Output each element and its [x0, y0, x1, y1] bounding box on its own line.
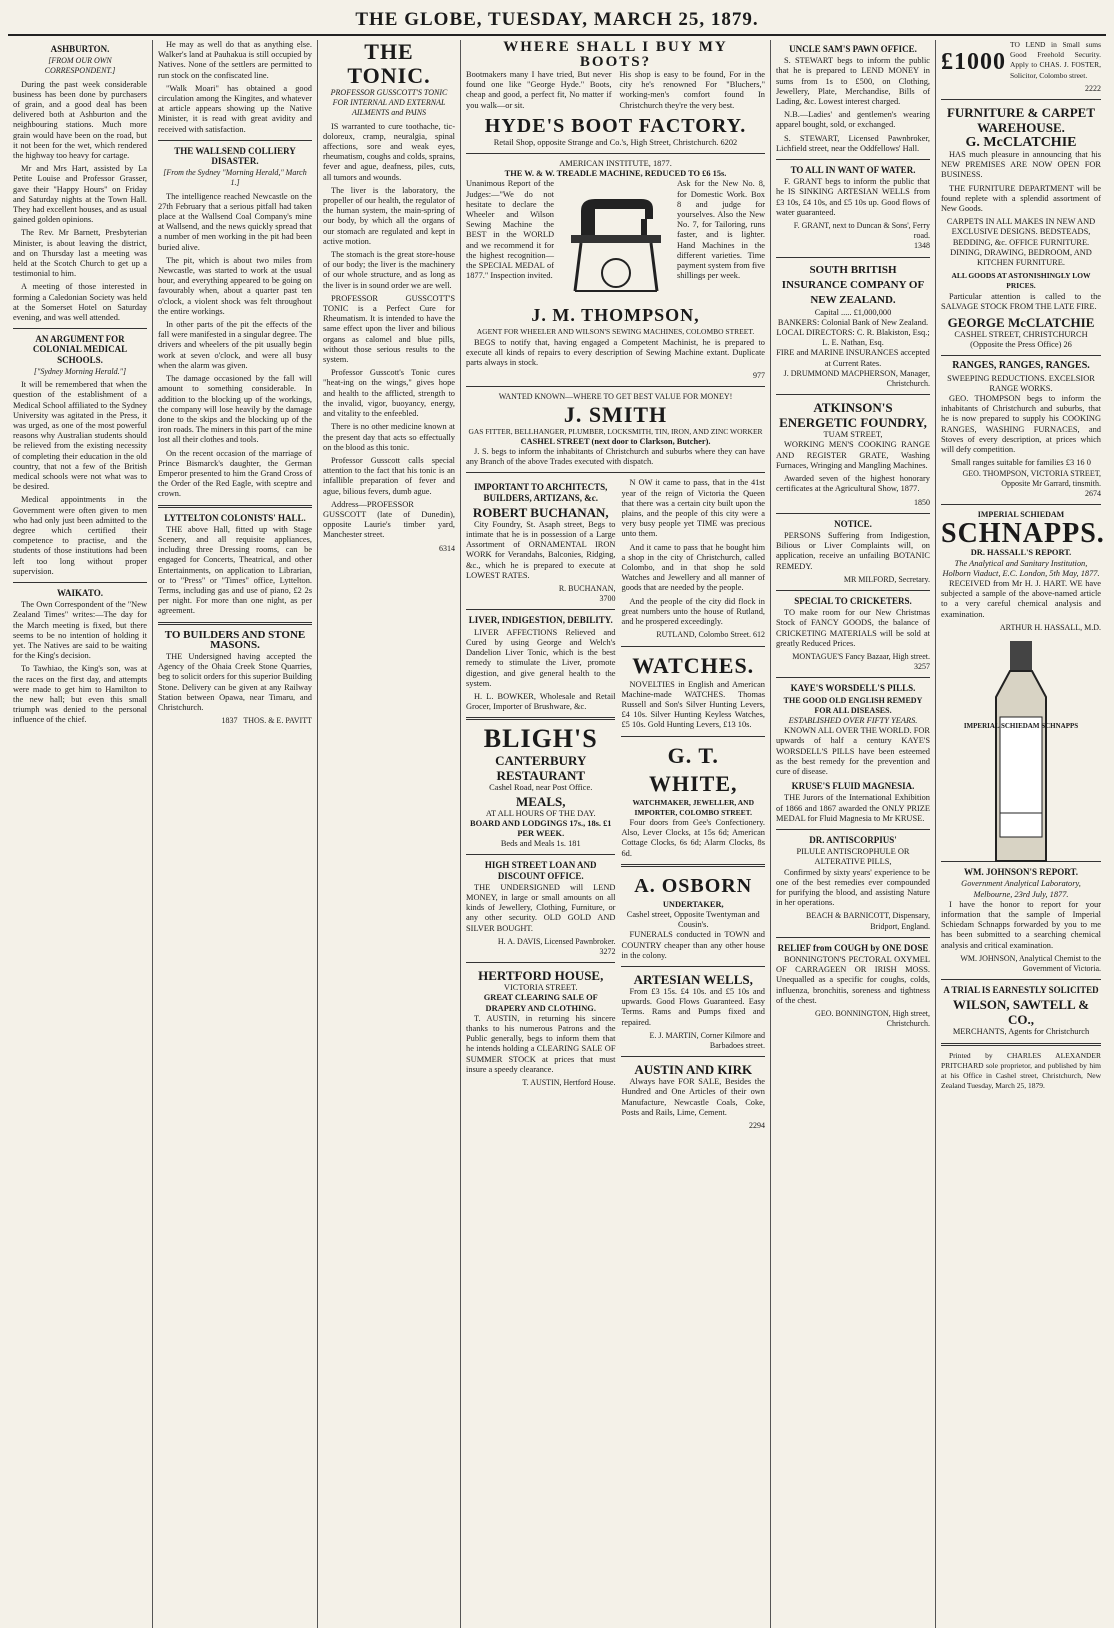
insurance-signature: J. DRUMMOND MACPHERSON, Manager, Christchurch. — [783, 368, 930, 389]
ashburton-byline: [FROM OUR OWN CORRESPONDENT.] — [44, 56, 116, 76]
chronicle-signature — [621, 630, 765, 640]
cricket-paragraph: TO make room for our New Christmas Stock of FANCY GOODS, the balance of CRICKETING MATERIALS will be sold at greatly Reduced Prices. — [776, 608, 930, 648]
cricket-signature — [776, 652, 930, 672]
kruse-heading: KRUSE'S FLUID MAGNESIA. — [791, 781, 915, 792]
column-5 — [771, 40, 936, 1628]
imprint: Printed by CHARLES ALEXANDER PRITCHARD sole proprietor, and published by him at his Office in Cashel street, Christchurch, New Zealand Tuesday, March 25, 1879. — [941, 1050, 1101, 1091]
pills-subheading: PILULE ANTISCROPHULE OR ALTERATIVE PILLS, — [796, 847, 910, 867]
water-paragraph: F. GRANT begs to inform the public that he IS SINKING ARTESIAN WELLS from £3 10s, £4 10s, and £5 10s up. Good flows of water guaranteed. — [776, 177, 930, 217]
tonic-subheading: PROFESSOR GUSSCOTT'S TONIC FOR INTERNAL AND EXTERNAL AILMENTS and PAINS — [330, 88, 448, 118]
divider — [776, 513, 930, 514]
smith-tagline: WANTED KNOWN—WHERE TO GET BEST VALUE FOR MONEY! — [498, 392, 733, 402]
tonic-address: Address—PROFESSOR GUSSCOTT (late of Dunedin), opposite Laurie's timber yard, Manchester street. — [323, 499, 455, 540]
blighs-heading: BLIGH'S — [483, 724, 598, 754]
divider — [621, 646, 765, 647]
johnson-signature: WM. JOHNSON, Analytical Chemist to the Government of Victoria. — [960, 953, 1101, 973]
machine-ad — [466, 179, 765, 303]
ad-number: 3257 — [914, 662, 930, 672]
ashburton-paragraph: During the past week considerable business has been done by purchasers of grain, and a good deal has been delivered both at Ashburton and the neighbouring stations. Much more grain would have been on the road, but it not been for the wet, which rendered the highway too heavy for cartage. — [13, 79, 147, 161]
ad-number: 3272 — [599, 946, 616, 956]
divider — [941, 1043, 1101, 1046]
column-6 — [936, 40, 1106, 1628]
medical-paragraph: It will be remembered that when the question of the establishment of a Medical School affiliated to the Sydney University was agitated in the Press, it was urged, as one of the most powerful reasons why Australian students should be relieved from the existing necessity of completing their education in the old country, that not a few of the British medical schools were not what was to be desired. — [13, 380, 147, 492]
watches-heading: WATCHES. — [632, 652, 755, 678]
divider — [621, 966, 765, 967]
osborn-heading: A. OSBORN — [634, 874, 753, 897]
colliery-paragraph: The intelligence reached Newcastle on the 27th February that a serious pitfall had taken place at the Wallsend Coal Company's mine at Wallsend, and the news quickly spread that a number of men working in the pit had been buried alive. — [158, 191, 312, 252]
ranges-signature: GEO. THOMPSON, VICTORIA STREET, Opposite Mr Garrard, tinsmith. — [962, 468, 1101, 488]
loan-heading: HIGH STREET LOAN AND DISCOUNT OFFICE. — [484, 860, 597, 881]
white-heading: G. T. WHITE, — [648, 742, 738, 796]
machine-heading: THE W. & W. TREADLE MACHINE, REDUCED TO £6 15s. — [504, 169, 727, 179]
mcclatchie-heading: G. McCLATCHIE — [965, 135, 1077, 151]
divider — [158, 140, 312, 141]
boots-heading: WHERE SHALL I BUY MY BOOTS? — [503, 40, 728, 70]
divider — [13, 582, 147, 583]
machine-left-text: Unanimous Report of the Judges:—"We do not hesitate to declare the Wheeler and Wilson Sewing Machine the BEST in the WORLD and we recommend it for the highest recognition—the SPECIAL MEDAL of 1877." Inspection invited. — [466, 179, 554, 281]
hertford-signature: T. AUSTIN, Hertford House. — [522, 1077, 616, 1087]
buchanan-paragraph: City Foundry, St. Asaph street, Begs to intimate that he is in possession of a Large Assortment of ORNAMENTAL IRON WORK for Verandahs, Balconies, Ridging, &c., which he is prepared to execute at LOWEST RATES. — [466, 519, 616, 580]
lyttelton-heading: LYTTELTON COLONISTS' HALL. — [164, 512, 306, 523]
thompson-subheading: AGENT FOR WHEELER AND WILSON'S SEWING MACHINES, COLOMBO STREET. — [476, 327, 755, 337]
divider — [158, 505, 312, 508]
osborn-paragraph: FUNERALS conducted in TOWN and COUNTRY cheaper than any other house in the colony. — [621, 930, 765, 960]
divider — [466, 717, 615, 720]
mcclatchie-paragraph: THE FURNITURE DEPARTMENT will be found replete with a splendid assortment of New Goods. — [941, 183, 1101, 214]
colliery-paragraph: In other parts of the pit the effects of the fall were manifested in a singular degree. The drivers and wheelers of the pit usually begin work at seven o'clock, and were all busy when the alarm was given. — [158, 320, 312, 370]
divider — [13, 328, 147, 329]
architects-heading: IMPORTANT TO ARCHITECTS, BUILDERS, ARTIZANS, &c. — [474, 482, 608, 503]
atkinson-paragraph: Awarded seven of the highest honorary certificates at the Agricultural Show, 1877. — [776, 474, 930, 494]
insurance-directors: LOCAL DIRECTORS: C. R. Blakiston, Esq.; L. E. Nathan, Esq. — [776, 328, 930, 348]
tonic-paragraph: Professor Gusscott calls special attention to the fact that his tonic is an infallible preparation of fever and ague, bilious fevers, dumb ague. — [323, 455, 455, 496]
ad-number: 2222 — [1085, 83, 1101, 93]
divider — [466, 153, 765, 154]
thompson-heading: J. M. THOMPSON, — [531, 305, 700, 326]
divider — [941, 99, 1101, 100]
tonic-paragraph: IS warranted to cure toothache, tic-doloreux, cramp, neuralgia, spinal affections, sore and weak eyes, rheumatism, coughs and colds, sprains, fever and ague, deafness, piles, cuts, all tumors and wounds. — [323, 121, 455, 182]
divider — [466, 962, 615, 963]
smith-paragraph: J. S. begs to inform the inhabitants of Christchurch and suburbs where they can have any Branch of the above Trades executed with dispatch. — [466, 447, 765, 467]
mcclatchie-signature: GEORGE McCLATCHIE — [947, 315, 1095, 331]
mcclatchie-sale: ALL GOODS AT ASTONISHINGLY LOW PRICES. — [951, 271, 1091, 291]
hertford-street: VICTORIA STREET. — [503, 983, 578, 993]
money-ad — [941, 40, 1101, 84]
schnapps-preheading: IMPERIAL SCHIEDAM — [977, 510, 1065, 520]
money-amount: £1000 — [941, 48, 1006, 75]
hertford-heading: HERTFORD HOUSE, — [478, 968, 604, 984]
institute-heading: AMERICAN INSTITUTE, 1877. — [559, 159, 672, 169]
thompson-paragraph: BEGS to notify that, having engaged a Competent Machinist, he is prepared to execute all kinds of repairs to every description of Sewing Machine extant. Duplicate parts always in stock. — [466, 337, 765, 368]
ashburton-paragraph: Mr and Mrs Hart, assisted by La Petite Louise and Professor Grasser, gave their "Happy Hours" on Friday and Saturday nights at the Town Hall. They had excellent houses, and as usual gained golden opinions. — [13, 164, 147, 225]
divider — [776, 257, 930, 258]
loan-paragraph: THE UNDERSIGNED will LEND MONEY, in large or small amounts on all kinds of Jewellery, Clothing, Furniture, or any other security. OLD GOLD AND SILVER BOUGHT. — [466, 882, 616, 933]
notice-paragraph: PERSONS Suffering from Indigestion, Bilious or Liver Complaints will, on application, receive an unfailing BOTANIC REMEDY. — [776, 530, 930, 571]
chronicle-signer: RUTLAND, Colombo Street. — [656, 630, 751, 640]
hertford-sale: GREAT CLEARING SALE OF DRAPERY AND CLOTHING. — [483, 993, 598, 1013]
liver-paragraph: LIVER AFFECTIONS Relieved and Cured by using George and Welch's Dandelion Liver Tonic, which is the best remedy to stimulate the Liver, promote digestion, and give general health to the system. — [466, 627, 616, 688]
divider — [466, 386, 765, 387]
osborn-subheading: UNDERTAKER, — [662, 899, 724, 909]
ad-number: 1850 — [914, 497, 930, 507]
divider — [776, 394, 930, 395]
ranges-subheading: SWEEPING REDUCTIONS. EXCELSIOR RANGE WORKS. — [947, 373, 1095, 393]
schnapps-bottle-illustration — [966, 637, 1076, 867]
tonic-paragraph: The liver is the laboratory, the propeller of our health, the regulator of the human system, the main-spring of our body, by which all the organs of our stomach are regulated and kept in active motion. — [323, 185, 455, 246]
ranges-prices: Small ranges suitable for families £3 16 0 — [951, 458, 1091, 468]
schnapps-paragraph: RECEIVED from Mr H. J. HART. WE have subjected a sample of the above-named article to a very careful chemical analysis and examination. — [941, 578, 1101, 619]
ad-number: 26 — [1063, 340, 1072, 350]
boots-poem-left: Bootmakers many I have tried, But never found one like "George Hyde." Boots, cheap and good, a perfect fit, No matter if you walk—or sit. — [466, 70, 612, 110]
column-1 — [8, 40, 153, 1628]
divider — [466, 854, 615, 855]
ashburton-paragraph: The Rev. Mr Barnett, Presbyterian Minister, is about leaving the district, and on Thursday last a meeting was held at the Scotch Church to get up a testimonial to him. — [13, 228, 147, 279]
tonic-paragraph: There is no other medicine known at the present day that acts so effectually on the blood as this tonic. — [323, 422, 455, 452]
divider — [776, 677, 930, 678]
medical-paragraph: Medical appointments in the Government were often given to men who had only just been admitted to the degree which certified their competence to practise, and the students of those institutions had been left too long without proper supervision. — [13, 495, 147, 576]
kruse-paragraph: THE Jurors of the International Exhibition of 1866 and 1867 awarded the ONLY PRIZE MEDAL for Fluid Magnesia to Mr KRUSE. — [776, 793, 930, 823]
notice-signature: MR MILFORD, Secretary. — [843, 574, 930, 584]
blighs-beds-text: Beds and Meals 1s. — [500, 839, 566, 849]
blighs-board: BOARD AND LODGINGS 17s., 18s. £1 PER WEEK. — [470, 818, 612, 838]
johnson-heading: WM. JOHNSON'S REPORT. — [963, 867, 1079, 878]
tonic-paragraph: Professor Gusscott's Tonic cures "heat-ing on the wings," gives hope and health to the afflicted, strength to the invalid, vigor, buoyancy, energy, and vitality to the enfeebled. — [323, 368, 455, 419]
kaye-paragraph: KNOWN ALL OVER THE WORLD. FOR upwards of half a century KAYE'S WORSDELL'S PILLS have been esteemed as the best remedy for the prevention and cure of disease. — [776, 726, 930, 776]
divider — [466, 472, 765, 473]
waikato-paragraph: The Own Correspondent of the "New Zealand Times" writes:—The day for the March meeting is fixed, but there seems to be no intention of holding it yet. The Natives are said to be waiting for the King's decision. — [13, 600, 147, 661]
divider — [941, 504, 1101, 505]
pills-signature: BEACH & BARNICOTT, Dispensary, Bridport, England. — [806, 911, 930, 931]
ad-number: 1837 — [221, 716, 238, 726]
pawn-signature: S. STEWART, Licensed Pawnbroker, Lichfield street, near the Oddfellows' Hall. — [776, 133, 930, 153]
chronicle-paragraph: And the people of the city did flock in great numbers unto the house of Rutland, and he prospered exceedingly. — [621, 596, 765, 627]
cricket-heading: SPECIAL TO CRICKETERS. — [794, 595, 912, 606]
ad-number: 6314 — [439, 543, 455, 553]
article-paragraph: He may as well do that as anything else. Walker's land at Pauhakua is still occupied by Natives. None of the settlers are permitted to run stock on the confiscated line. — [158, 40, 312, 80]
ad-number: 2294 — [749, 1120, 765, 1130]
column-4-lower — [466, 478, 765, 1131]
johnson-subheading: Government Analytical Laboratory, Melbourne, 23rd July, 1877. — [961, 879, 1081, 899]
loan-signature: H. A. DAVIS, Licensed Pawnbroker. — [497, 936, 616, 946]
builders-paragraph: THE Undersigned having accepted the Agency of the Ohaia Creek Stone Quarries, beg to solicit orders for this superior Building Stone. Delivery can be given at any Railway Station between Opawa, near Timaru, and Christchurch. — [158, 651, 312, 712]
machine-right-text: Ask for the New No. 8, for Domestic Work. Box 8 and judge for yourselves. Also the New No. 7, for Tailoring, runs faster, and is lighter. Hand Machines in the different varieties. Time payment system from five shillings per week. — [677, 179, 765, 281]
waikato-paragraph: To Tawhiao, the King's son, was at the races on the first day, and attempts were made to get him to Hamilton to the new hall; but even this small triumph was denied to the personal influence of the chief. — [13, 664, 147, 725]
cricket-signer: MONTAGUE'S Fancy Bazaar, High street. — [792, 651, 930, 661]
column-2 — [153, 40, 318, 1628]
atkinson-street: TUAM STREET, — [823, 430, 883, 440]
wells-paragraph: From £3 15s. £4 10s. and £5 10s and upwards. Good Flows Guaranteed. Easy Terms. Rams and Pumps fixed and repaired. — [621, 986, 765, 1027]
ad-number: 612 — [753, 630, 765, 640]
divider — [776, 829, 930, 830]
tonic-paragraph: The stomach is the great store-house of our body; the liver is the machinery of our whole structure, and as long as the liver is in sound order we are well. — [323, 250, 455, 290]
builders-heading: TO BUILDERS AND STONE MASONS. — [164, 628, 306, 651]
colliery-paragraph: The damage occasioned by the fall will amount to something considerable. In addition to the blocking up of the workings, the company will lose heavily by the damage done to the skips and the blocking up of the iron roads. The miners in this part of the mine lost all their clothes and tools. — [158, 374, 312, 445]
divider — [621, 736, 765, 737]
insurance-rates: FIRE and MARINE INSURANCES accepted at Current Rates. — [776, 348, 930, 368]
divider — [776, 937, 930, 938]
boots-poem-right: His shop is easy to be found, For in the city he's renowned For "Bluchers," working-men's comfort found In Christchurch they're the very best. — [619, 70, 765, 110]
atkinson-paragraph: WORKING MEN'S COOKING RANGE AND REGISTER GRATE, Washing Furnaces, Wringing and Mangling Machines. — [776, 440, 930, 470]
column-4-left — [466, 478, 615, 1131]
blighs-meals: MEALS, — [516, 793, 566, 809]
schnapps-report: DR. HASSALL'S REPORT. — [970, 548, 1072, 558]
colliery-paragraph: On the recent occasion of the marriage of Prince Bismarck's daughter, the German Emperor presented to him the Grand Cross of the Order of the Red Eagle, with sceptre and crown. — [158, 448, 312, 499]
osborn-address: Cashel street, Opposite Twentyman and Cousin's. — [626, 909, 760, 930]
chronicle-paragraph: N OW it came to pass, that in the 41st year of the reign of Victoria the Queen that there was a certain city built upon the plains, and the people of this city were a very busy people yet TIME was precious unto them. — [621, 478, 765, 539]
ad-number: 181 — [568, 839, 581, 849]
schnapps-heading: SCHNAPPS. — [941, 518, 1105, 550]
water-heading: TO ALL IN WANT OF WATER. — [790, 165, 916, 176]
white-paragraph: Four doors from Gee's Confectionery. Also, Lever Clocks, at 15s 6d; American Cottage Clocks, 6s 6d; Alarm Clocks, 8s 6d. — [621, 817, 765, 858]
lyttelton-paragraph: THE above Hall, fitted up with Stage Scenery, and all requisite appliances, including three Dressing rooms, can be engaged for Concerts, Theatrical, and other Entertainments, on application to Librarian, or to "Press" or "Times" office, Lyttelton. Terms, including gas and use of piano, £2 2s per night. For more than one night, as per agreement. — [158, 524, 312, 616]
mcclatchie-paragraph: HAS much pleasure in announcing that his NEW PREMISES ARE NOW OPEN FOR BUSINESS. — [941, 150, 1101, 180]
cough-signature: GEO. BONNINGTON, High street, Christchurch. — [815, 1009, 930, 1029]
hertford-paragraph: T. AUSTIN, in returning his sincere thanks to his numerous Patrons and the Public generally, begs to inform them that he intends holding a CLEARING SALE OF SUMMER STOCK at prices that must insure a speedy clearance. — [466, 1013, 616, 1074]
divider — [941, 355, 1101, 356]
wilson-heading: WILSON, SAWTELL & CO., — [952, 997, 1090, 1028]
boots-poem — [466, 70, 765, 114]
salvage-paragraph: Particular attention is called to the SALVAGE STOCK FROM THE LATE FIRE. — [941, 291, 1101, 311]
ashburton-paragraph: A meeting of those interested in forming a Caledonian Society was held at the Somerset Hotel on Saturday evening, and was well attended. — [13, 282, 147, 323]
schnapps-signature: ARTHUR H. HASSALL, M.D. — [999, 622, 1101, 632]
divider — [776, 159, 930, 160]
smith-heading: J. SMITH — [563, 401, 668, 427]
kaye-established: ESTABLISHED OVER FIFTY YEARS. — [788, 715, 918, 725]
atkinson-heading: ATKINSON'S ENERGETIC FOUNDRY, — [779, 400, 927, 431]
white-subheading: WATCHMAKER, JEWELLER, AND IMPORTER, COLOMBO STREET. — [632, 797, 755, 817]
liver-signature: H. L. BOWKER, Wholesale and Retail Grocer, Importer of Brushware, &c. — [466, 691, 616, 712]
kirk-paragraph: Always have FOR SALE, Besides the Hundred and One Articles of their own Manufacture, Newcastle Coals, Coke, Posts and Rails, Lime, Cement. — [621, 1077, 765, 1117]
kaye-subheading: THE GOOD OLD ENGLISH REMEDY FOR ALL DISEASES. — [783, 695, 923, 715]
divider — [466, 609, 615, 610]
ad-number: 977 — [753, 371, 765, 381]
smith-trades: GAS FITTER, BELLHANGER, PLUMBER, LOCKSMITH, TIN, IRON, AND ZINC WORKER — [468, 426, 763, 436]
cough-paragraph: BONNINGTON'S PECTORAL OXYMEL OF CARRAGEEN OR IRISH MOSS. Unequalled as a specific for coughs, colds, influenza, bronchitis, soreness and tightness of the chest. — [776, 955, 930, 1005]
mcclatchie-address-text: CASHEL STREET, CHRISTCHURCH (Opposite the Press Office) — [954, 330, 1088, 350]
wells-signature: E. J. MARTIN, Corner Kilmore and Barbadoes street. — [649, 1030, 765, 1050]
column-4 — [461, 40, 771, 1628]
hyde-address-text: Retail Shop, opposite Strange and Co.'s, High Street, Christchurch. — [493, 137, 719, 147]
pawn-heading: UNCLE SAM'S PAWN OFFICE. — [789, 44, 917, 54]
mcclatchie-address — [941, 330, 1101, 350]
blighs-hours: AT ALL HOURS OF THE DAY. — [485, 808, 596, 818]
pawn-paragraph: N.B.—Ladies' and gentlemen's wearing apparel bought, sold, or exchanged. — [776, 110, 930, 130]
schnapps-lab: The Analytical and Sanitary Institution, Holborn Viaduct, E.C. London, 5th May, 1877. — [942, 558, 1100, 578]
builders-name: THOS. & E. PAVITT — [243, 716, 312, 726]
liver-heading: LIVER, INDIGESTION, DEBILITY. — [468, 615, 613, 626]
chronicle-paragraph: And it came to pass that he bought him a shop in the city of Christchurch, called Colombo, and in that shop he sold Watches and Jewellery and all manner of goods that are needed by the people. — [621, 542, 765, 593]
wells-heading: ARTESIAN WELLS, — [633, 971, 753, 987]
insurance-bankers: BANKERS: Colonial Bank of New Zealand. — [777, 317, 929, 327]
johnson-paragraph: I have the honor to report for your information that the sample of Imperial Schiedam Schnapps forwarded by you to me has been submitted to a searching chemical analysis and critical examination. — [941, 899, 1101, 950]
wilson-subheading: MERCHANTS, Agents for Christchurch — [952, 1027, 1090, 1037]
pawn-paragraph: S. STEWART begs to inform the public that he is prepared to LEND MONEY in sums from 1s to £500, on Clothing, Jewellery, Plate, Merchandise, Bills of Lading, &c. Lowest interest charged. — [776, 56, 930, 107]
column-3 — [318, 40, 461, 1628]
colliery-heading: THE WALLSEND COLLIERY DISASTER. — [174, 145, 296, 167]
divider — [776, 590, 930, 591]
columns — [8, 40, 1106, 1628]
notice-heading: NOTICE. — [834, 518, 872, 529]
masthead: THE GLOBE, TUESDAY, MARCH 25, 1879. — [8, 6, 1106, 36]
furniture-heading: FURNITURE & CARPET WAREHOUSE. — [946, 105, 1096, 136]
blighs-beds — [466, 839, 615, 849]
insurance-capital: Capital ..... £1,000,000 — [814, 307, 892, 317]
buchanan-signature: R. BUCHANAN, — [558, 584, 616, 594]
colliery-source: [From the Sydney "Morning Herald," March 1.] — [163, 168, 307, 188]
insurance-heading: SOUTH BRITISH INSURANCE COMPANY OF NEW ZEALAND. — [781, 263, 925, 306]
trial-heading: A TRIAL IS EARNESTLY SOLICITED — [943, 985, 1099, 996]
tonic-heading: THE TONIC. — [347, 40, 431, 88]
medical-source: ["Sydney Morning Herald."] — [33, 366, 127, 376]
kirk-heading: AUSTIN AND KIRK — [634, 1062, 753, 1078]
cough-heading: RELIEF from COUGH by ONE DOSE — [777, 942, 929, 953]
blighs-subheading: CANTERBURY RESTAURANT — [495, 753, 587, 784]
bottle-label: IMPERIAL SCHIEDAM SCHNAPPS — [963, 721, 1079, 730]
watches-paragraph: NOVELTIES in English and American Machine-made WATCHES. Thomas Russell and Son's Silver Hunting Levers, £4 10s. Silver Hunting Keyless Watches, £5 10s. Gold Hunting Levers, £13 10s. — [621, 679, 765, 730]
ad-number: 6202 — [720, 137, 738, 147]
mcclatchie-list: CARPETS IN ALL MAKES IN NEW AND EXCLUSIVE DESIGNS. BEDSTEADS, BEDDING, &c. OFFICE FURNITURE. DINING, DRAWING, BEDROOM, AND KITCHEN FURNITURE. — [946, 217, 1096, 268]
buchanan-heading: ROBERT BUCHANAN, — [472, 504, 609, 520]
divider — [941, 979, 1101, 980]
builders-signature — [158, 716, 312, 726]
divider — [621, 1056, 765, 1057]
colliery-paragraph: The pit, which is about two miles from Newcastle, was started to work at the usual hour, and everything appeared to be going on favourably when, about a quarter past ten o'clock, a violent shock was felt throughout the entire workings. — [158, 255, 312, 316]
smith-address: CASHEL STREET (next door to Clarkson, Butcher). — [520, 436, 711, 446]
money-paragraph: TO LEND in Small sums Good Freehold Security. Apply to CHAS. J. FOSTER, Solicitor, Colombo street. — [1010, 40, 1101, 80]
ad-number: 2674 — [1085, 488, 1101, 498]
column-4-right — [621, 478, 765, 1131]
ranges-paragraph: GEO. THOMPSON begs to inform the inhabitants of Christchurch and suburbs, that he is now prepared to supply his COOKING RANGES, WASHING FURNACES, and Stoves of every description, at prices which will defy competition. — [941, 394, 1101, 455]
divider — [621, 864, 765, 867]
sewing-machine-illustration — [561, 181, 671, 301]
pills-heading: DR. ANTISCORPIUS' — [809, 834, 897, 845]
ad-number: 3700 — [599, 594, 616, 604]
blighs-location: Cashel Road, near Post Office. — [489, 783, 593, 793]
hyde-heading: HYDE'S BOOT FACTORY. — [484, 114, 747, 137]
article-paragraph: "Walk Moari" has obtained a good circulation among the Kingites, and whatever at article appears showing up the Native Minister, it is read with great avidity and received with satisfaction. — [158, 83, 312, 134]
divider — [158, 622, 312, 625]
water-signature: F. GRANT, next to Duncan & Sons', Ferry road. — [793, 221, 930, 241]
waikato-heading: WAIKATO. — [57, 587, 103, 598]
medical-heading: AN ARGUMENT FOR COLONIAL MEDICAL SCHOOLS. — [32, 334, 128, 365]
pills-paragraph: Confirmed by sixty years' experience to be one of the best remedies ever compounded for purifying the blood, and assisting Nature in her operations. — [776, 867, 930, 908]
hyde-address — [466, 138, 765, 148]
ashburton-heading: ASHBURTON. — [50, 44, 110, 54]
kaye-heading: KAYE'S WORSDELL'S PILLS. — [790, 683, 916, 694]
ad-number: 1348 — [914, 241, 930, 251]
ranges-heading: RANGES, RANGES, RANGES. — [952, 360, 1090, 372]
tonic-paragraph: PROFESSOR GUSSCOTT'S TONIC is a Perfect Cure for Rheumatism. It is intended to have the same effect upon the liver and bilious organs as calomel and blue pills, without those serious results to the system. — [323, 293, 455, 365]
